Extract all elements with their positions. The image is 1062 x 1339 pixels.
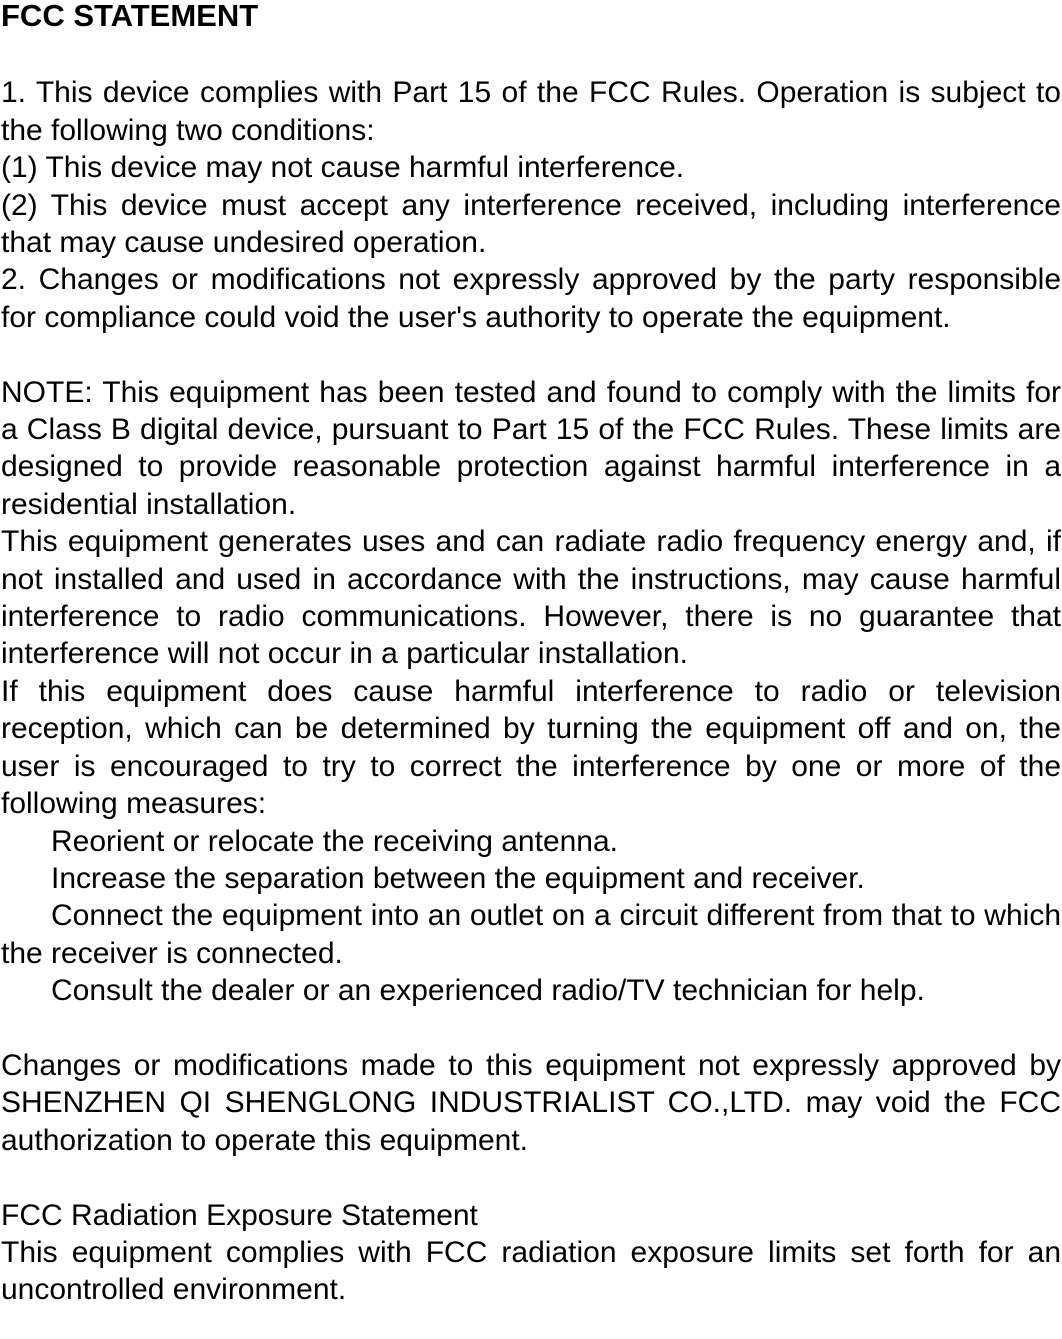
item-1: 1. This device complies with Part 15 of the FCC Rules. Operation is subject to the following two conditions: <box>1 76 1061 147</box>
measure-item: Connect the equipment into an outlet on a circuit different from that to which the receiver is connected. <box>1 899 1061 970</box>
document-page <box>1 0 1061 1309</box>
changes-paragraph: Changes or modifications made to this equipment not expressly approved by SHENZHEN QI SHENGLONG INDUSTRIALIST CO.,LTD. may void the FCC authorization to operate this equipment. <box>1 1048 1061 1157</box>
spacer <box>1 37 1061 74</box>
measure-item: Increase the separation between the equipment and receiver. <box>51 861 865 895</box>
measure-item: Reorient or relocate the receiving antenna. <box>51 824 619 858</box>
radiation-paragraph: This equipment complies with FCC radiation exposure limits set forth for an uncontrolled environment. <box>1 1235 1061 1307</box>
note-paragraph: NOTE: This equipment has been tested and found to comply with the limits for a Class B digital device, pursuant to Part 15 of the FCC Rules. These limits are designed to provide reasonable protection against harmful interference in a residential installation. <box>1 375 1061 521</box>
radiation-heading: FCC Radiation Exposure Statement <box>1 1198 478 1232</box>
generates-paragraph: This equipment generates uses and can radiate radio frequency energy and, if not installed and used in accordance with the instructions, may cause harmful interference to radio communications. However, there is no guarantee that interference will not occur in a particular installation. <box>1 525 1061 671</box>
page-title: FCC STATEMENT <box>1 0 259 33</box>
if-cause-paragraph: If this equipment does cause harmful interference to radio or television reception, which can be determined by turning the equipment off and on, the user is encouraged to try to correct the interference by one or more of the following measures: <box>1 674 1061 821</box>
measure-item: Consult the dealer or an experienced radio/TV technician for help. <box>51 974 925 1008</box>
item-2: 2. Changes or modifications not expressly approved by the party responsible for compliance could void the user's authority to operate the equipment. <box>1 263 1061 334</box>
spacer <box>1 336 1061 373</box>
condition-1: (1) This device may not cause harmful interference. <box>1 151 685 185</box>
spacer <box>1 1159 1061 1196</box>
condition-2: (2) This device must accept any interference received, including interference that may cause undesired operation. <box>1 188 1061 260</box>
spacer <box>1 1010 1061 1047</box>
